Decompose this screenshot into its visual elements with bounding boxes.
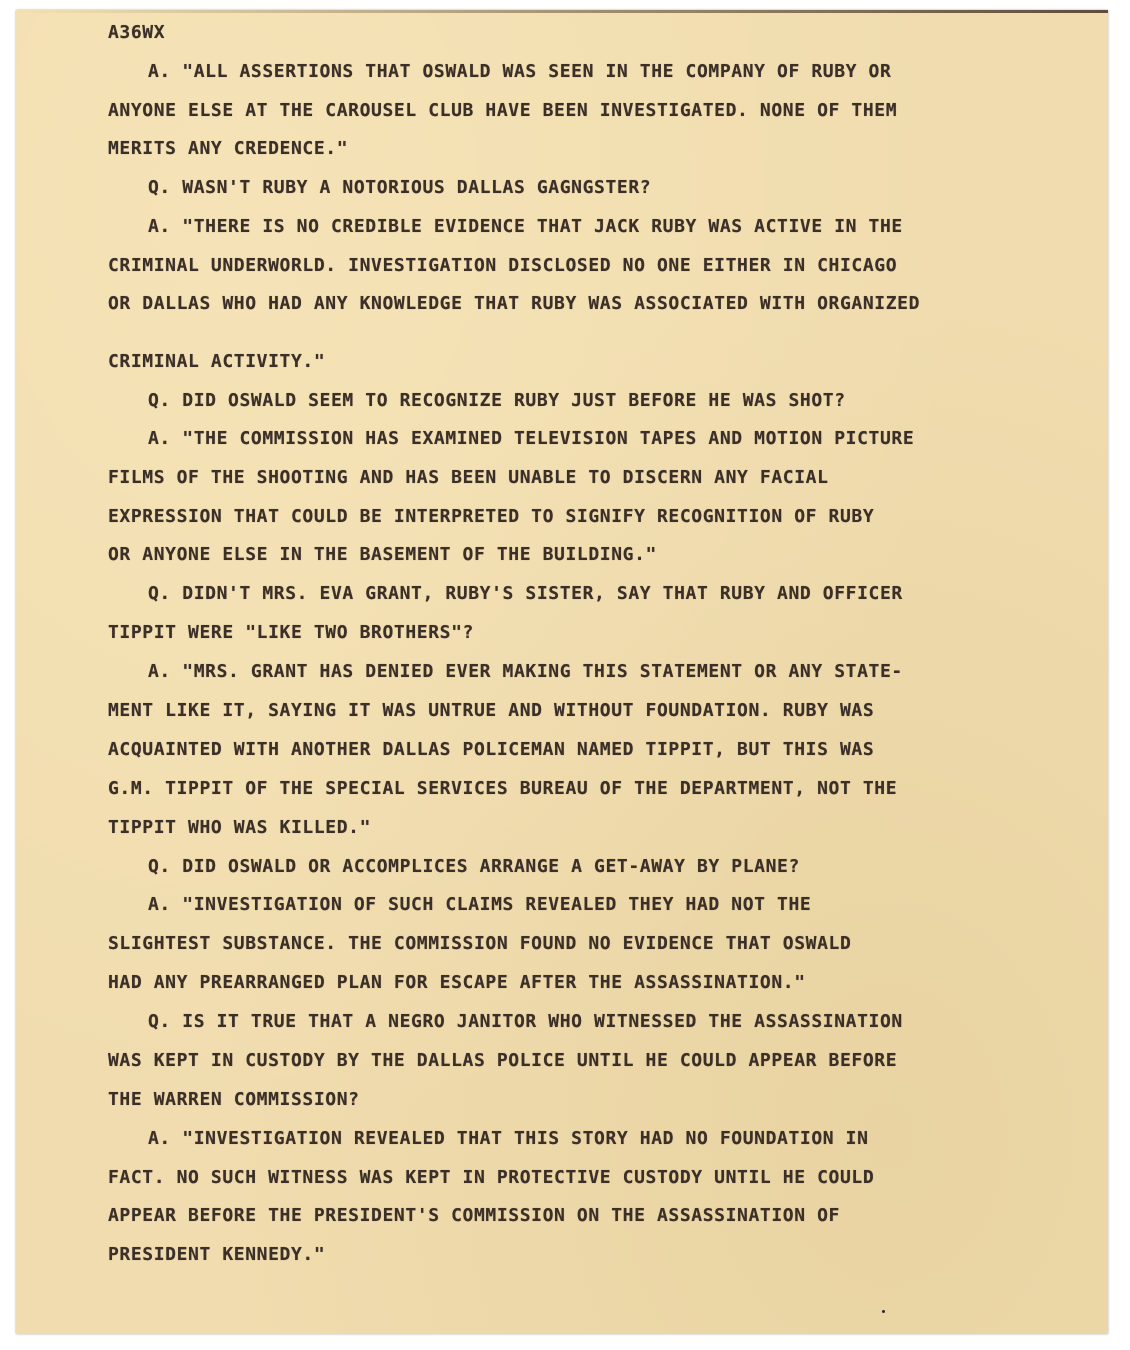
text-line-13: OR ANYONE ELSE IN THE BASEMENT OF THE BUILDING." xyxy=(108,544,657,565)
text-line-17: MENT LIKE IT, SAYING IT WAS UNTRUE AND WITHOUT FOUNDATION. RUBY WAS xyxy=(108,700,875,721)
text-line-11: FILMS OF THE SHOOTING AND HAS BEEN UNABLE TO DISCERN ANY FACIAL xyxy=(108,467,829,488)
text-line-10: A. "THE COMMISSION HAS EXAMINED TELEVISION TAPES AND MOTION PICTURE xyxy=(148,428,915,449)
slug-line: A36WX xyxy=(108,22,166,43)
text-line-5: A. "THERE IS NO CREDIBLE EVIDENCE THAT JACK RUBY WAS ACTIVE IN THE xyxy=(148,216,903,237)
text-line-23: SLIGHTEST SUBSTANCE. THE COMMISSION FOUND NO EVIDENCE THAT OSWALD xyxy=(108,933,852,954)
text-line-7: OR DALLAS WHO HAD ANY KNOWLEDGE THAT RUBY WAS ASSOCIATED WITH ORGANIZED xyxy=(108,293,921,314)
text-line-18: ACQUAINTED WITH ANOTHER DALLAS POLICEMAN NAMED TIPPIT, BUT THIS WAS xyxy=(108,739,875,760)
text-line-22: A. "INVESTIGATION OF SUCH CLAIMS REVEALED THEY HAD NOT THE xyxy=(148,894,812,915)
text-line-9: Q. DID OSWALD SEEM TO RECOGNIZE RUBY JUST BEFORE HE WAS SHOT? xyxy=(148,390,846,411)
text-line-1: A. "ALL ASSERTIONS THAT OSWALD WAS SEEN IN THE COMPANY OF RUBY OR xyxy=(148,61,892,82)
text-line-3: MERITS ANY CREDENCE." xyxy=(108,138,349,159)
text-line-26: WAS KEPT IN CUSTODY BY THE DALLAS POLICE UNTIL HE COULD APPEAR BEFORE xyxy=(108,1050,898,1071)
teletype-page xyxy=(16,10,1108,1334)
text-line-8: CRIMINAL ACTIVITY." xyxy=(108,351,326,372)
text-line-4: Q. WASN'T RUBY A NOTORIOUS DALLAS GAGNGSTER? xyxy=(148,177,652,198)
text-line-21: Q. DID OSWALD OR ACCOMPLICES ARRANGE A GET-AWAY BY PLANE? xyxy=(148,856,800,877)
text-line-25: Q. IS IT TRUE THAT A NEGRO JANITOR WHO WITNESSED THE ASSASSINATION xyxy=(148,1011,903,1032)
text-line-16: A. "MRS. GRANT HAS DENIED EVER MAKING THIS STATEMENT OR ANY STATE- xyxy=(148,661,903,682)
text-line-14: Q. DIDN'T MRS. EVA GRANT, RUBY'S SISTER, SAY THAT RUBY AND OFFICER xyxy=(148,583,903,604)
text-line-24: HAD ANY PREARRANGED PLAN FOR ESCAPE AFTER THE ASSASSINATION." xyxy=(108,972,806,993)
text-line-27: THE WARREN COMMISSION? xyxy=(108,1089,360,1110)
text-line-15: TIPPIT WERE "LIKE TWO BROTHERS"? xyxy=(108,622,474,643)
text-line-31: PRESIDENT KENNEDY." xyxy=(108,1244,326,1265)
text-line-28: A. "INVESTIGATION REVEALED THAT THIS STORY HAD NO FOUNDATION IN xyxy=(148,1128,869,1149)
text-line-19: G.M. TIPPIT OF THE SPECIAL SERVICES BUREAU OF THE DEPARTMENT, NOT THE xyxy=(108,778,898,799)
text-line-29: FACT. NO SUCH WITNESS WAS KEPT IN PROTECTIVE CUSTODY UNTIL HE COULD xyxy=(108,1167,875,1188)
text-line-20: TIPPIT WHO WAS KILLED." xyxy=(108,817,372,838)
text-line-30: APPEAR BEFORE THE PRESIDENT'S COMMISSION ON THE ASSASSINATION OF xyxy=(108,1205,840,1226)
text-line-12: EXPRESSION THAT COULD BE INTERPRETED TO SIGNIFY RECOGNITION OF RUBY xyxy=(108,506,875,527)
paper-top-edge xyxy=(16,10,1108,13)
text-line-6: CRIMINAL UNDERWORLD. INVESTIGATION DISCLOSED NO ONE EITHER IN CHICAGO xyxy=(108,255,898,276)
text-line-2: ANYONE ELSE AT THE CAROUSEL CLUB HAVE BEEN INVESTIGATED. NONE OF THEM xyxy=(108,100,898,121)
ink-speck xyxy=(882,1310,885,1313)
